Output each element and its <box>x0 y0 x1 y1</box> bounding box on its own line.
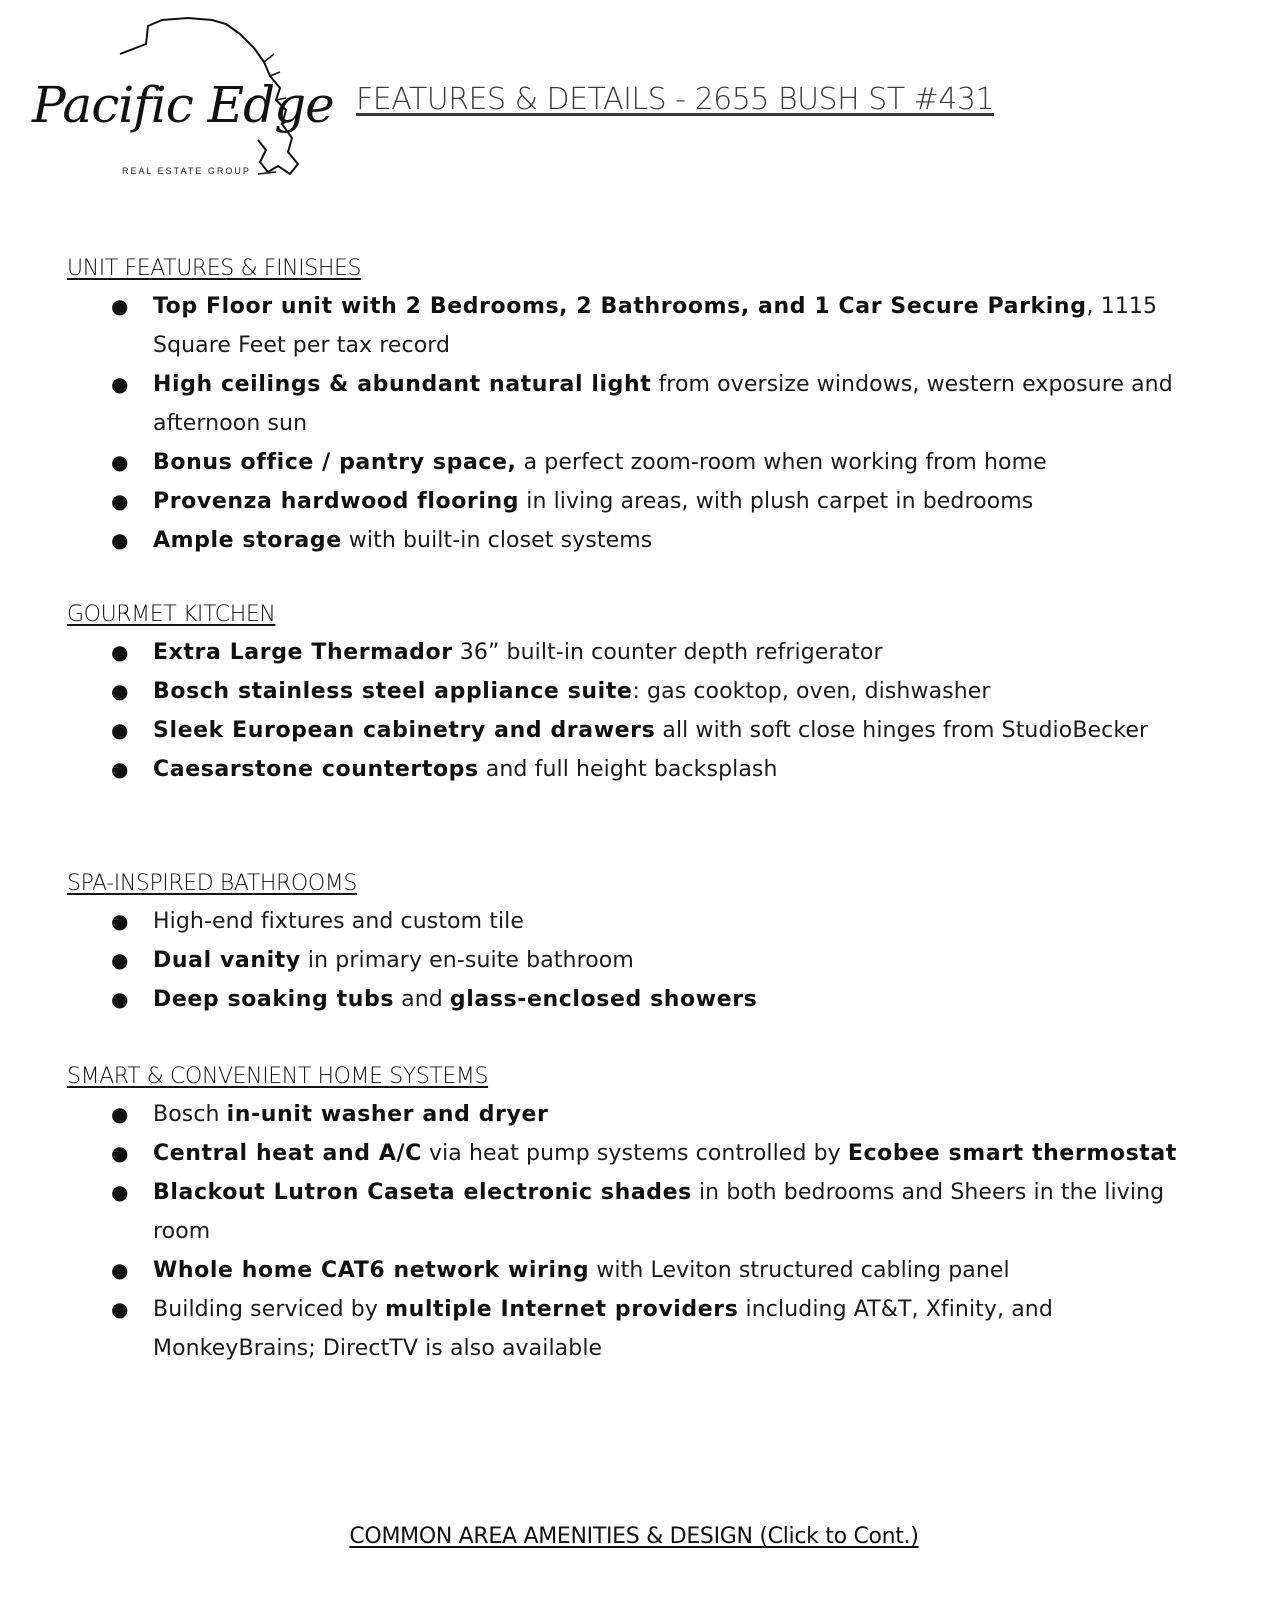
logo-subtitle: REAL ESTATE GROUP <box>122 166 251 176</box>
section-spa-bathrooms <box>67 868 1207 1019</box>
bullet-icon: ● <box>111 1141 129 1165</box>
bullet-icon: ● <box>111 1258 129 1282</box>
list-item: ● Whole home CAT6 network wiring with Leviton structured cabling panel <box>67 1251 1207 1290</box>
list-item: ● Dual vanity in primary en-suite bathroom <box>67 941 1207 980</box>
bullet-icon: ● <box>111 450 129 474</box>
bullet-icon: ● <box>111 640 129 664</box>
list-item: ● Bosch in-unit washer and dryer <box>67 1095 1207 1134</box>
bullet-icon: ● <box>111 1180 129 1204</box>
bullet-icon: ● <box>111 1102 129 1126</box>
list-item: ● Central heat and A/C via heat pump systems controlled by Ecobee smart thermostat <box>67 1134 1207 1173</box>
section-heading: SMART & CONVENIENT HOME SYSTEMS <box>67 1064 489 1089</box>
list-item: ● High-end fixtures and custom tile <box>67 902 1207 941</box>
list-item: ● Deep soaking tubs and glass-enclosed showers <box>67 980 1207 1019</box>
list-item: ● Caesarstone countertops and full height backsplash <box>67 750 1207 789</box>
list-item: ● Sleek European cabinetry and drawers all with soft close hinges from StudioBecker <box>67 711 1207 750</box>
bullet-icon: ● <box>111 948 129 972</box>
list-item: ● Provenza hardwood flooring in living areas, with plush carpet in bedrooms <box>67 482 1207 521</box>
section-unit-features <box>67 253 1207 560</box>
list-item: ● Bonus office / pantry space, a perfect zoom-room when working from home <box>67 443 1207 482</box>
list-item: ● Bosch stainless steel appliance suite: gas cooktop, oven, dishwasher <box>67 672 1207 711</box>
section-heading: UNIT FEATURES & FINISHES <box>67 256 362 281</box>
bullet-icon: ● <box>111 679 129 703</box>
feature-list <box>67 287 1207 560</box>
bullet-icon: ● <box>111 294 129 318</box>
section-gourmet-kitchen <box>67 599 1207 789</box>
feature-list <box>67 902 1207 1019</box>
bullet-icon: ● <box>111 757 129 781</box>
bullet-icon: ● <box>111 718 129 742</box>
bullet-icon: ● <box>111 987 129 1011</box>
list-item: ● Building serviced by multiple Internet providers including AT&T, Xfinity, and MonkeyBrains; DirectTV is also available <box>67 1290 1207 1368</box>
list-item: ● Top Floor unit with 2 Bedrooms, 2 Bathrooms, and 1 Car Secure Parking, 1115 Square Feet per tax record <box>67 287 1207 365</box>
section-heading: GOURMET KITCHEN <box>67 602 276 627</box>
company-logo <box>28 14 334 184</box>
bullet-icon: ● <box>111 489 129 513</box>
logo-wordmark: Pacific Edge <box>32 76 334 134</box>
bullet-icon: ● <box>111 1297 129 1321</box>
section-heading: SPA-INSPIRED BATHROOMS <box>67 871 357 896</box>
list-item: ● Extra Large Thermador 36” built-in counter depth refrigerator <box>67 633 1207 672</box>
bullet-icon: ● <box>111 372 129 396</box>
list-item: ● Ample storage with built-in closet systems <box>67 521 1207 560</box>
continue-link[interactable]: COMMON AREA AMENITIES & DESIGN (Click to Cont.) <box>349 1524 919 1549</box>
section-smart-home-systems <box>67 1061 1207 1368</box>
list-item: ● Blackout Lutron Caseta electronic shades in both bedrooms and Sheers in the living room <box>67 1173 1207 1251</box>
bullet-icon: ● <box>111 909 129 933</box>
list-item: ● High ceilings & abundant natural light from oversize windows, western exposure and afternoon sun <box>67 365 1207 443</box>
feature-list <box>67 633 1207 789</box>
feature-list <box>67 1095 1207 1368</box>
bullet-icon: ● <box>111 528 129 552</box>
document-title: FEATURES & DETAILS - 2655 BUSH ST #431 <box>356 82 994 117</box>
